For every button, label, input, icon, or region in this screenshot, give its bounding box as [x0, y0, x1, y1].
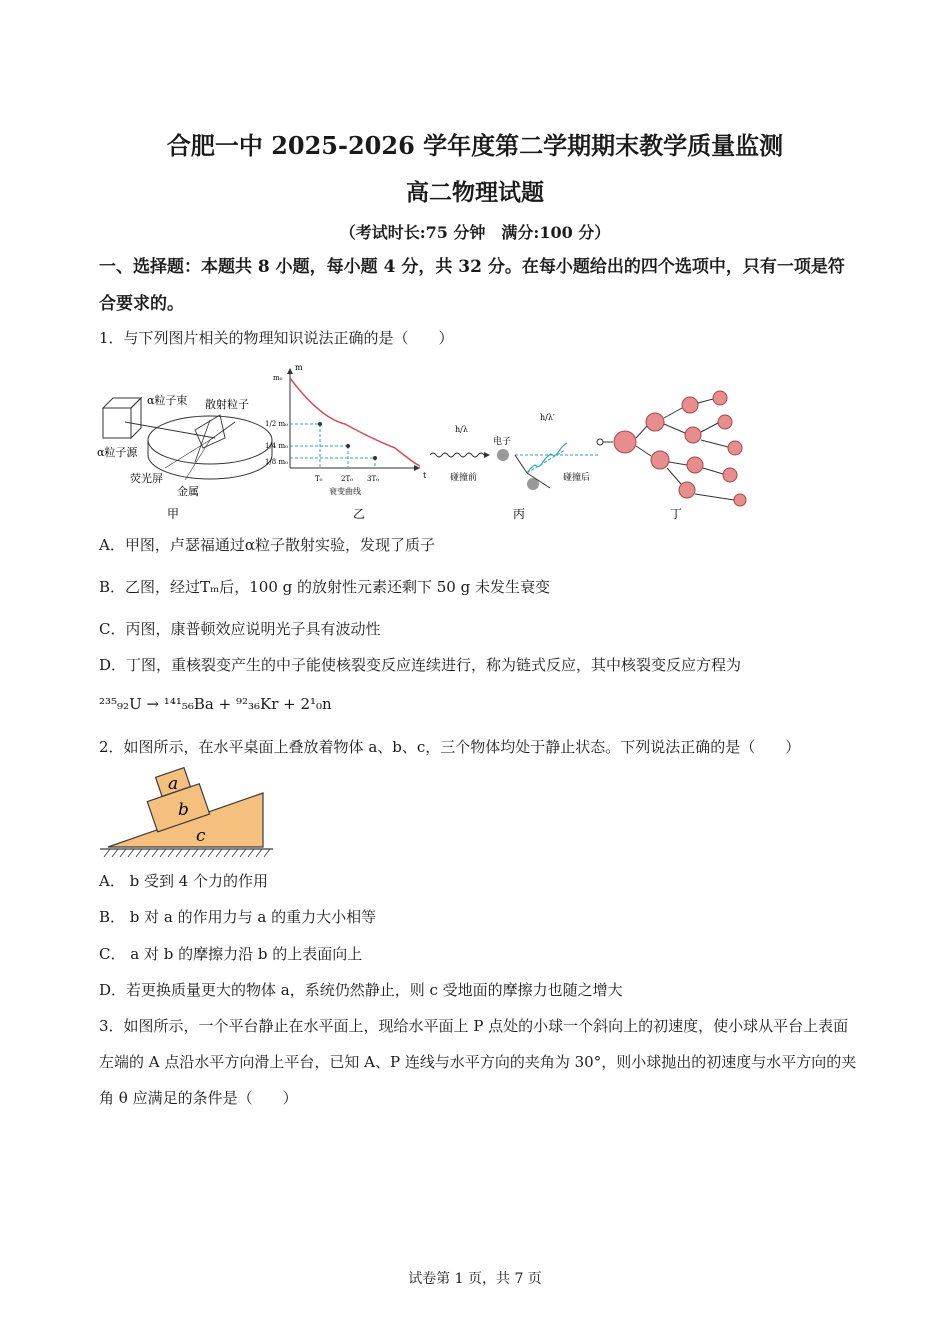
q2-figure	[98, 765, 278, 860]
figure-label-yi: 乙	[353, 507, 366, 521]
figure-jia	[97, 393, 272, 521]
q2-option-a: A． b 受到 4 个力的作用	[99, 872, 269, 890]
q1-figure	[95, 360, 775, 525]
q1-option-c: C．丙图，康普顿效应说明光子具有波动性	[99, 620, 381, 638]
yi-t2: 2T₀	[341, 475, 353, 483]
yi-caption: 衰变曲线	[329, 487, 361, 496]
yi-xaxis: t	[423, 471, 427, 480]
section-heading: 一、选择题：本题共 8 小题，每小题 4 分，共 32 分。在每小题给出的四个选项中，只有一项是符合要求的。	[99, 257, 845, 314]
yi-quarter: 1/4 m₀	[265, 442, 288, 450]
q2-option-b: B． b 对 a 的作用力与 a 的重力大小相等	[99, 908, 377, 926]
yi-t3: 3T₀	[367, 475, 379, 483]
exam-title: 合肥一中 2025-2026 学年度第二学期期末教学质量监测	[166, 131, 784, 160]
page-footer: 试卷第 1 页，共 7 页	[408, 1271, 542, 1287]
figure-label-ding: 丁	[670, 507, 683, 521]
figure-ding	[597, 391, 746, 521]
q2-option-c: C． a 对 b 的摩擦力沿 b 的上表面向上	[99, 945, 363, 963]
q1-option-d: D．丁图，重核裂变产生的中子能使核裂变反应连续进行，称为链式反应，其中核裂变反应方程为	[99, 656, 742, 674]
exam-meta: （考试时长:75 分钟 满分:100 分）	[339, 223, 611, 242]
label-b: b	[178, 800, 189, 820]
label-source: α粒子源	[97, 446, 138, 459]
q1-option-d-equation: ²³⁵₉₂U → ¹⁴¹₅₆Ba + ⁹²₃₆Kr + 2¹₀n	[99, 695, 332, 713]
label-c: c	[196, 826, 206, 846]
bing-h1: h/λ	[455, 425, 468, 434]
q1-option-a: A．甲图，卢瑟福通过α粒子散射实验，发现了质子	[99, 536, 435, 554]
label-a: a	[168, 774, 179, 794]
label-metal: 金属	[177, 485, 199, 498]
bing-h2: h/λ′	[540, 413, 555, 422]
q1-stem: 1．与下列图片相关的物理知识说法正确的是（ ）	[99, 329, 454, 347]
figure-bing	[430, 413, 600, 521]
label-beam: α粒子束	[147, 394, 188, 407]
bing-before: 碰撞前	[450, 473, 478, 483]
bing-after: 碰撞后	[563, 473, 591, 483]
figure-yi	[265, 363, 427, 521]
figure-label-jia: 甲	[167, 507, 180, 521]
q3-stem: 3．如图所示，一个平台静止在水平面上，现给水平面上 P 点处的小球一个斜向上的初速度，使小球从平台上表面左端的 A 点沿水平方向滑上平台，已知 A、P 连线与水平方向的夹角为 30°，则小球抛出的初速度与水平方向的夹角 θ 应满足的条件是（ ）	[99, 1017, 857, 1107]
yi-t1: T₀	[315, 475, 323, 483]
yi-yaxis: m	[295, 363, 303, 372]
exam-subtitle: 高二物理试题	[406, 179, 544, 206]
q2-stem: 2．如图所示，在水平桌面上叠放着物体 a、b、c，三个物体均处于静止状态。下列说法正确的是（ ）	[99, 738, 801, 756]
yi-eighth: 1/8 m₀	[265, 458, 288, 466]
label-screen: 荧光屏	[130, 472, 163, 485]
yi-half: 1/2 m₀	[265, 420, 288, 428]
label-scatter: 散射粒子	[205, 398, 249, 411]
figure-label-bing: 丙	[513, 507, 526, 521]
bing-electron: 电子	[493, 437, 512, 447]
q1-option-b: B．乙图，经过Tₘ后，100 g 的放射性元素还剩下 50 g 未发生衰变	[99, 578, 550, 596]
q2-option-d: D．若更换质量更大的物体 a，系统仍然静止，则 c 受地面的摩擦力也随之增大	[99, 981, 623, 999]
yi-m0: m₀	[273, 374, 283, 382]
